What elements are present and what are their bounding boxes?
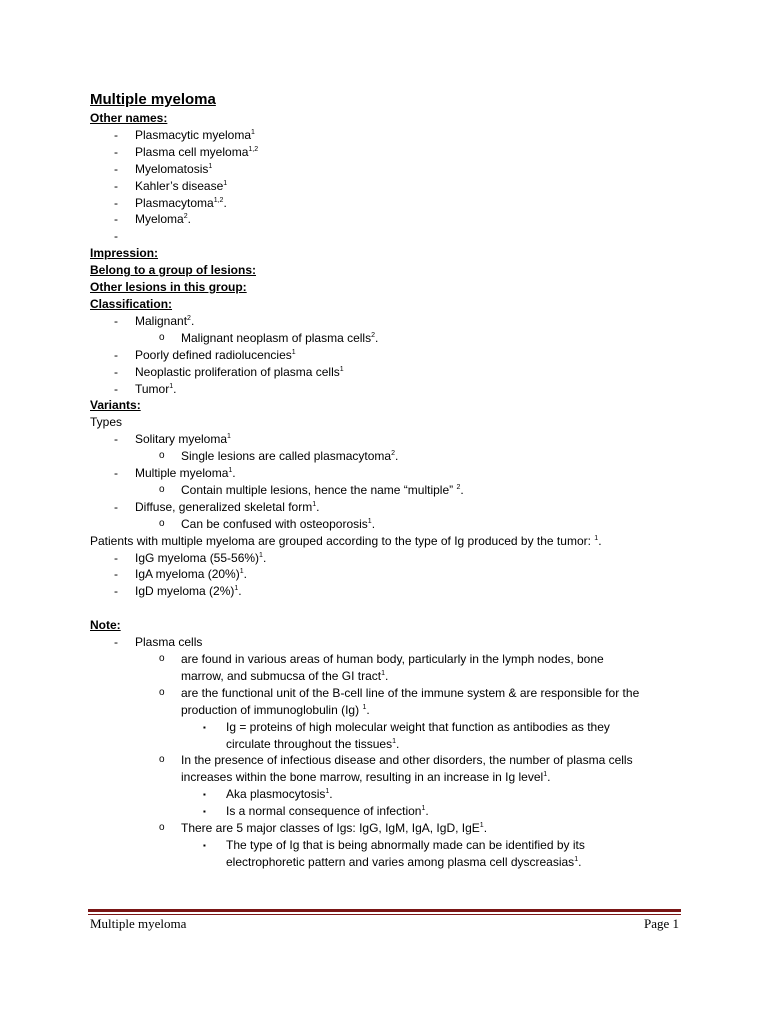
spacer [90,600,690,617]
list-item: ▪ Aka plasmocytosis$^1$. [203,787,333,802]
list-item: - IgD myeloma $(2\%)^1$. [114,584,242,599]
footer-rule-thin [88,914,681,915]
list-item: o Can be confused with osteoporosis$^1$. [159,516,376,531]
belong-heading: Belong to a group of lesions: [90,263,256,278]
list-item: - Myeloma$^2$. [114,212,191,227]
list-item: - IgA myeloma $(20\%)^1$. [114,567,247,582]
list-item: - Diffuse, generalized skeletal form$^1$. [114,499,320,514]
list-item: o are the functional unit of the B-cell line of the immune system & are responsible for the production of immunoglobulin (Ig) $^1$. [159,685,640,717]
list-item: o are found in various areas of human body, particularly in the lymph nodes, bone marrow, and submucsa of the GI tract$^1$. [159,651,604,683]
list-item: - Malignant$^2$. [114,313,195,328]
list-item: - Solitary myeloma$^1$ [114,432,231,447]
list-item: - Plasma cell myeloma$^{1,2}$ [114,144,259,159]
list-item: - [114,229,118,244]
document-body [90,90,690,871]
list-item: - Multiple myeloma$^1$. [114,466,236,481]
list-item: - Plasma cells [114,635,203,650]
footer-page-number: Page 1 [643,916,679,931]
list-item: - Tumor$^1$. [114,381,177,396]
list-item: - Kahler’s disease$^1$ [114,178,228,193]
list-item: ▪ Ig = proteins of high molecular weight that function as antibodies as they circulate throughout the tissues$^1$. [203,719,610,751]
footer-document-title: Multiple myeloma [90,916,187,931]
document-title: Multiple myeloma [90,91,216,108]
list-item: o Single lesions are called plasmacytoma$^2$. [159,449,399,464]
list-item: o Contain multiple lesions, hence the name “multiple” $^2$. [159,482,464,497]
list-item: ▪ The type of Ig that is being abnormally made can be identified by its electrophoretic pattern and varies among plasma cell dyscreasias$^1$. [203,837,585,869]
list-item: - Plasmacytic myeloma$^1$ [114,127,255,142]
list-item: - Neoplastic proliferation of plasma cells$^1$ [114,364,344,379]
note-heading: Note: [90,618,121,633]
list-item: o There are 5 major classes of Igs: IgG, IgM, IgA, IgD, IgE$^1$. [159,821,488,836]
other-lesions-heading: Other lesions in this group: [90,280,247,295]
other-names-heading: Other names: [90,111,168,125]
list-item: - Poorly defined radiolucencies$^1$ [114,347,296,362]
list-item: - IgG myeloma $(55-56\%)^1$. [114,550,267,565]
list-item: - Myelomatosis$^1$ [114,161,213,176]
list-item: ▪ Is a normal consequence of infection$^1$. [203,804,429,819]
impression-heading: Impression: [90,246,159,261]
list-item: - Plasmacytoma$^{1,2}$. [114,195,227,210]
footer-rule [88,909,681,912]
classification-heading: Classification: [90,296,173,311]
list-item: o Malignant neoplasm of plasma cells$^2$. [159,330,379,345]
types-label: Types [90,415,123,430]
patients-paragraph: Patients with multiple myeloma are grouped according to the type of Ig produced by the tumor: $^1$. [90,533,602,548]
list-item: o In the presence of infectious disease and other disorders, the number of plasma cells increases within the bone marrow, resulting in an increase in Ig level$^1$. [159,753,633,785]
variants-heading: Variants: [90,398,141,413]
